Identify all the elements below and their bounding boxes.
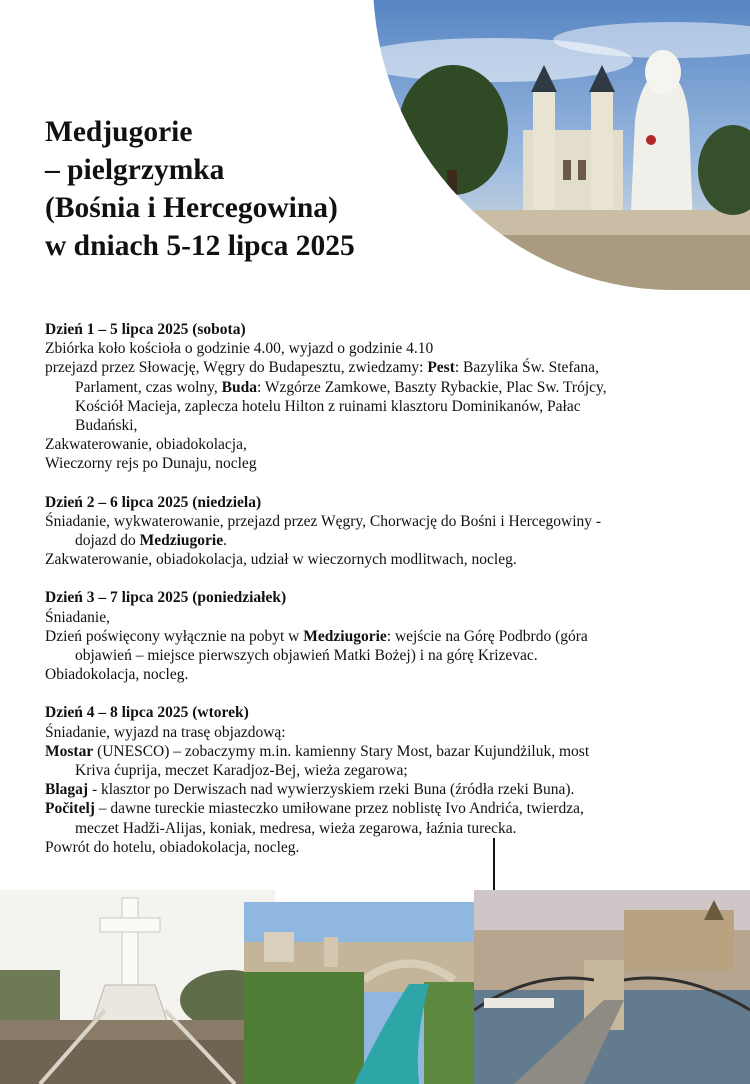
text: dojazd do: [75, 532, 140, 550]
page-title: [45, 113, 465, 265]
day-line: Kriva ćuprija, meczet Karadjoz-Bej, wieża zegarowa;: [75, 762, 408, 780]
day-line: [45, 358, 705, 377]
place-name: Medziugorie: [139, 532, 224, 550]
text: : wejście na Górę Podbrdo (góra: [386, 627, 588, 645]
day-heading: Dzień 3 – 7 lipca 2025 (poniedziałek): [45, 589, 287, 607]
day-1: [45, 320, 705, 474]
day-line: Śniadanie,: [45, 608, 110, 626]
day-line: Śniadanie, wyjazd na trasę objazdową:: [45, 723, 286, 741]
place-name: Blagaj: [45, 781, 89, 799]
day-4: [45, 703, 705, 857]
day-line: [45, 627, 705, 646]
day-2: [45, 493, 705, 570]
photo-krizevac-cross: [0, 890, 275, 1084]
day-line: Zakwaterowanie, obiadokolacja,: [45, 436, 247, 454]
photo-budapest-chain-bridge: [474, 890, 750, 1084]
place-name: Mostar: [45, 742, 94, 760]
day-line: Zakwaterowanie, obiadokolacja, udział w wieczornych modlitwach, nocleg.: [45, 551, 517, 569]
day-line: Obiadokolacja, nocleg.: [45, 666, 189, 684]
day-3: [45, 588, 705, 684]
title-line-2: – pielgrzymka: [45, 154, 225, 186]
day-line: [45, 780, 705, 799]
day-heading: Dzień 2 – 6 lipca 2025 (niedziela): [45, 493, 262, 511]
day-line: Śniadanie, wykwaterowanie, przejazd przez Węgry, Chorwację do Bośni i Hercegowiny -: [45, 512, 602, 530]
place-name: Pest: [427, 359, 455, 377]
title-line-4: w dniach 5-12 lipca 2025: [45, 230, 355, 262]
photo-mostar-old-bridge: [244, 902, 474, 1084]
text: (UNESCO) – zobaczymy m.in. kamienny Stary Most, bazar Kujundżiluk, most: [93, 742, 590, 760]
day-line: [45, 799, 705, 818]
vertical-divider-line: [493, 838, 495, 890]
day-heading: Dzień 4 – 8 lipca 2025 (wtorek): [45, 704, 249, 722]
text: Dzień poświęcony wyłącznie na pobyt w: [45, 627, 304, 645]
itinerary: [45, 320, 705, 876]
day-line: Powrót do hotelu, obiadokolacja, nocleg.: [45, 838, 300, 856]
text: - klasztor po Derwiszach nad wywierzyskiem rzeki Buna (źródła rzeki Buna).: [88, 781, 575, 799]
day-line: [45, 742, 705, 761]
text: przejazd przez Słowację, Węgry do Budapesztu, zwiedzamy:: [45, 359, 428, 377]
place-name: Medziugorie: [303, 627, 387, 645]
text: – dawne tureckie miasteczko umiłowane przez noblistę Ivo Andrića, twierdza,: [94, 800, 584, 818]
day-line: Zbiórka koło kościoła o godzinie 4.00, wyjazd o godzinie 4.10: [45, 340, 434, 358]
day-line: Wieczorny rejs po Dunaju, nocleg: [45, 455, 257, 473]
day-line: Budański,: [75, 417, 138, 435]
text: .: [223, 532, 227, 550]
day-line: [45, 531, 705, 550]
day-line: Kościół Macieja, zaplecza hotelu Hilton z ruinami klasztoru Dominikanów, Pałac: [75, 397, 581, 415]
title-line-1: Medjugorie: [45, 116, 193, 148]
text: : Wzgórze Zamkowe, Baszty Rybackie, Plac Sw. Trójcy,: [256, 378, 607, 396]
title-line-3: (Bośnia i Hercegowina): [45, 192, 338, 224]
day-heading: Dzień 1 – 5 lipca 2025 (sobota): [45, 321, 246, 338]
place-name: Počitelj: [45, 800, 95, 818]
text: : Bazylika Św. Stefana,: [454, 359, 599, 377]
day-line: [45, 378, 705, 397]
day-line: meczet Hadži-Alijas, koniak, medresa, wieża zegarowa, łaźnia turecka.: [75, 819, 517, 837]
place-name: Buda: [221, 378, 257, 396]
day-line: objawień – miejsce pierwszych objawień Matki Bożej) i na górę Krizevac.: [75, 647, 538, 665]
text: Parlament, czas wolny,: [75, 378, 222, 396]
